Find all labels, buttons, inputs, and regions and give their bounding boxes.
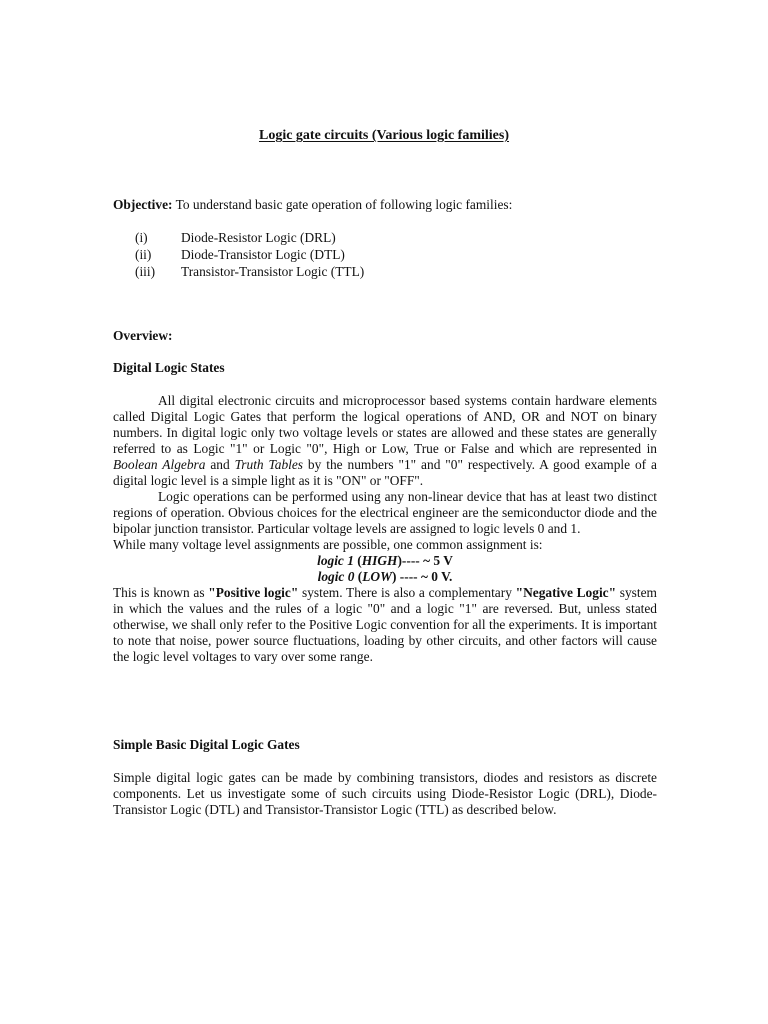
logic-0-low: LOW: [362, 569, 392, 584]
overview-heading: Overview:: [113, 328, 173, 343]
paragraph-5: Simple digital logic gates can be made by combining transistors, diodes and resistors as discrete components. Let us investigate some of such circuits using Diode-Resistor Logic (DRL), Diode-Transistor Logic (DTL) and Transistor-Transistor Logic (TTL) as described below.: [113, 770, 657, 817]
paragraph-1: [113, 393, 657, 489]
para1-text-c: and: [205, 457, 235, 472]
logic-0-value: ) ---- ~ 0 V.: [392, 569, 453, 584]
logic-1-paren: (: [353, 553, 362, 568]
paragraph-2: Logic operations can be performed using any non-linear device that has at least two distinct regions of operation. Obvious choices for the electrical engineer are the semiconductor diode and the bipolar junction transistor. Particular voltage levels are assigned to logic levels 0 and 1.: [113, 489, 657, 536]
list-item: [135, 246, 364, 263]
positive-logic-term: "Positive logic": [208, 585, 299, 600]
logic-0-line: [113, 569, 657, 585]
basic-gates-heading: Simple Basic Digital Logic Gates: [113, 737, 300, 752]
list-item-text: Diode-Transistor Logic (DTL): [181, 247, 345, 262]
para1-text-e: by the numbers "1" and "0" respectively. A good example of a digital logic level is a simple light as it is "ON" or "OFF".: [113, 457, 657, 488]
gates-body: [113, 770, 657, 818]
objective-text: To understand basic gate operation of following logic families:: [172, 197, 513, 212]
paragraph-4: [113, 585, 657, 665]
negative-logic-term: "Negative Logic": [515, 585, 617, 600]
list-item: [135, 229, 364, 246]
list-item: [135, 263, 364, 280]
logic-0-label: logic 0: [317, 569, 355, 584]
page-title: Logic gate circuits (Various logic families): [258, 128, 510, 143]
digital-logic-states-heading: Digital Logic States: [113, 360, 225, 375]
logic-1-line: [113, 553, 657, 569]
list-item-text: Diode-Resistor Logic (DRL): [181, 230, 336, 245]
list-item-number: (i): [135, 230, 148, 245]
list-item-text: Transistor-Transistor Logic (TTL): [181, 264, 365, 279]
logic-families-list: [135, 229, 364, 280]
list-item-number: (iii): [135, 264, 156, 279]
logic-1-high: HIGH: [361, 553, 398, 568]
list-item-number: (ii): [135, 247, 152, 262]
para1-text-a: All digital electronic circuits and microprocessor based systems contain hardware elements called Digital Logic Gates that perform the logical operations of AND, OR and NOT on binary numbers. In digital logic only two voltage levels or states are allowed and these states are generally referred to as Logic "1" or Logic "0", High or Low, True or False and which are represented in: [113, 393, 657, 456]
boolean-algebra-term: Boolean Algebra: [113, 457, 206, 472]
objective-label: Objective:: [113, 197, 173, 212]
truth-tables-term: Truth Tables: [234, 457, 304, 472]
objective-line: [113, 197, 658, 213]
paragraph-3: While many voltage level assignments are possible, one common assignment is:: [113, 537, 543, 552]
logic-1-value: )---- ~ 5 V: [397, 553, 453, 568]
para4-text-c: system. There is also a complementary: [298, 585, 516, 600]
para4-text-e: system in which the values and the rules of a logic "0" and a logic "1" are reversed. But, unless stated otherwise, we shall only refer to the Positive Logic convention for all the experiments. It is important to note that noise, power source fluctuations, loading by other circuits, and other factors will cause the logic level voltages to vary over some range.: [113, 585, 657, 664]
states-body: [113, 393, 657, 665]
para4-text-a: This is known as: [113, 585, 209, 600]
logic-0-paren: (: [354, 569, 363, 584]
logic-1-label: logic 1: [317, 553, 354, 568]
